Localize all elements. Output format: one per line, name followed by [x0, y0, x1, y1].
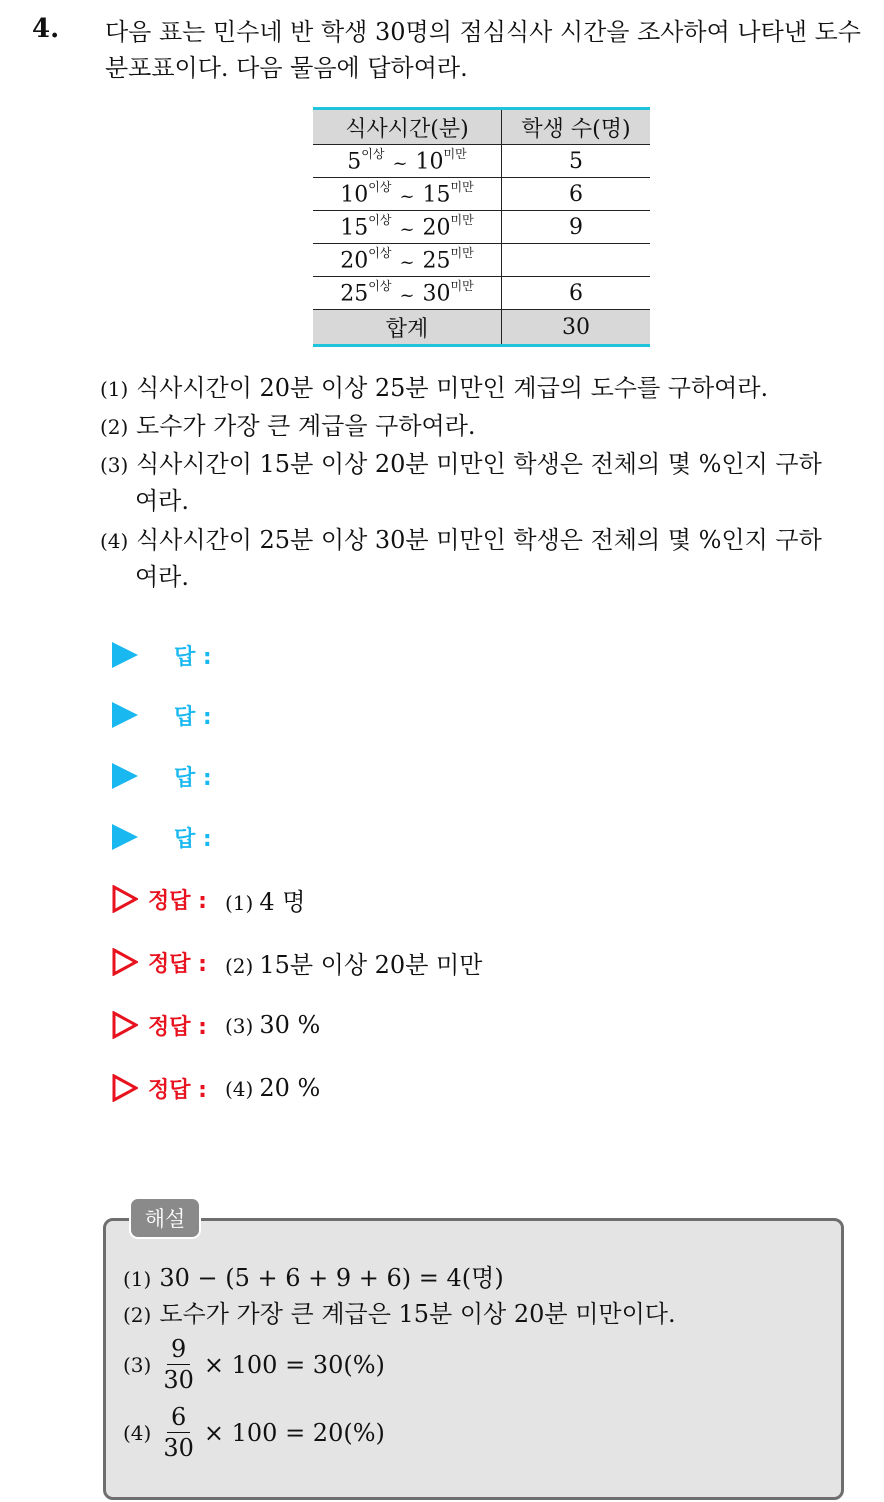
subquestion-2: (2) 도수가 가장 큰 계급을 구하여라. — [100, 412, 476, 440]
explanation-line-4: (4) $\frac{6}{30}$ × 100 = 20(%) — [123, 1403, 385, 1462]
explanation-tag: 해설 — [129, 1197, 201, 1239]
class-interval: $20^{이상}$ ~ $25^{미만}$ — [313, 244, 502, 277]
total-label: 합계 — [313, 310, 502, 346]
table-total-row — [313, 310, 650, 346]
filled-triangle-icon — [112, 763, 138, 789]
subquestion-1: (1) 식사시간이 20분 이상 25분 미만인 계급의 도수를 구하여라. — [100, 374, 769, 402]
class-interval: $10^{이상}$ ~ $15^{미만}$ — [313, 178, 502, 211]
class-count: 6 — [502, 277, 651, 310]
class-count — [502, 244, 651, 277]
table-header-count: 학생 수(명) — [502, 109, 651, 145]
answer-label: 답 : — [174, 704, 212, 730]
question-number: 4. — [32, 14, 60, 44]
table-row — [313, 277, 650, 310]
solution-text: (1) 4 명 — [224, 887, 306, 916]
explanation-line-3: (3) $\frac{9}{30}$ × 100 = 30(%) — [123, 1335, 385, 1394]
solution-label: 정답 : — [148, 951, 207, 977]
solution-label: 정답 : — [148, 888, 207, 914]
answer-row — [112, 822, 212, 852]
solution-label: 정답 : — [148, 1077, 207, 1103]
class-count: 5 — [502, 145, 651, 178]
outline-triangle-icon — [112, 948, 138, 976]
outline-triangle-icon — [112, 1011, 138, 1039]
class-interval: $25^{이상}$ ~ $30^{미만}$ — [313, 277, 502, 310]
class-count: 9 — [502, 211, 651, 244]
filled-triangle-icon — [112, 824, 138, 850]
class-count: 6 — [502, 178, 651, 211]
answer-label: 답 : — [174, 644, 212, 670]
fraction: $\frac{6}{30}$ — [163, 1403, 194, 1462]
table-row — [313, 211, 650, 244]
explanation-line-2: (2) 도수가 가장 큰 계급은 15분 이상 20분 미만이다. — [123, 1300, 676, 1328]
answer-label: 답 : — [174, 826, 212, 852]
solution-row — [112, 1008, 320, 1042]
answer-row — [112, 640, 212, 670]
subquestion-4: (4) 식사시간이 25분 이상 30분 미만인 학생은 전체의 몇 %인지 구하 여라. — [100, 526, 822, 591]
answer-label: 답 : — [174, 765, 212, 791]
solution-row — [112, 1071, 320, 1105]
question-text: 다음 표는 민수네 반 학생 30명의 점심식사 시간을 조사하여 나타낸 도수분포표이다. 다음 물음에 답하여라. — [105, 18, 861, 82]
answer-row — [112, 700, 212, 730]
solution-text: (4) 20 % — [224, 1074, 321, 1102]
solution-label: 정답 : — [148, 1014, 207, 1040]
table-row — [313, 178, 650, 211]
table-row — [313, 244, 650, 277]
table-header-time: 식사시간(분) — [313, 109, 502, 145]
class-interval: $15^{이상}$ ~ $20^{미만}$ — [313, 211, 502, 244]
class-interval: $5^{이상}$ ~ $10^{미만}$ — [313, 145, 502, 178]
solution-text: (3) 30 % — [224, 1011, 321, 1039]
total-value: 30 — [502, 310, 651, 346]
table-header-row — [313, 109, 650, 145]
frequency-table — [313, 107, 650, 347]
filled-triangle-icon — [112, 642, 138, 668]
solution-row — [112, 882, 305, 916]
outline-triangle-icon — [112, 885, 138, 913]
filled-triangle-icon — [112, 702, 138, 728]
fraction: $\frac{9}{30}$ — [163, 1335, 194, 1394]
solution-row — [112, 945, 482, 979]
table-row — [313, 145, 650, 178]
subquestion-3: (3) 식사시간이 15분 이상 20분 미만인 학생은 전체의 몇 %인지 구하 여라. — [100, 450, 822, 515]
explanation-line-1: (1) 30 − (5 + 6 + 9 + 6) = 4(명) — [123, 1264, 504, 1292]
solution-text: (2) 15분 이상 20분 미만 — [224, 950, 483, 979]
outline-triangle-icon — [112, 1074, 138, 1102]
answer-row — [112, 761, 212, 791]
